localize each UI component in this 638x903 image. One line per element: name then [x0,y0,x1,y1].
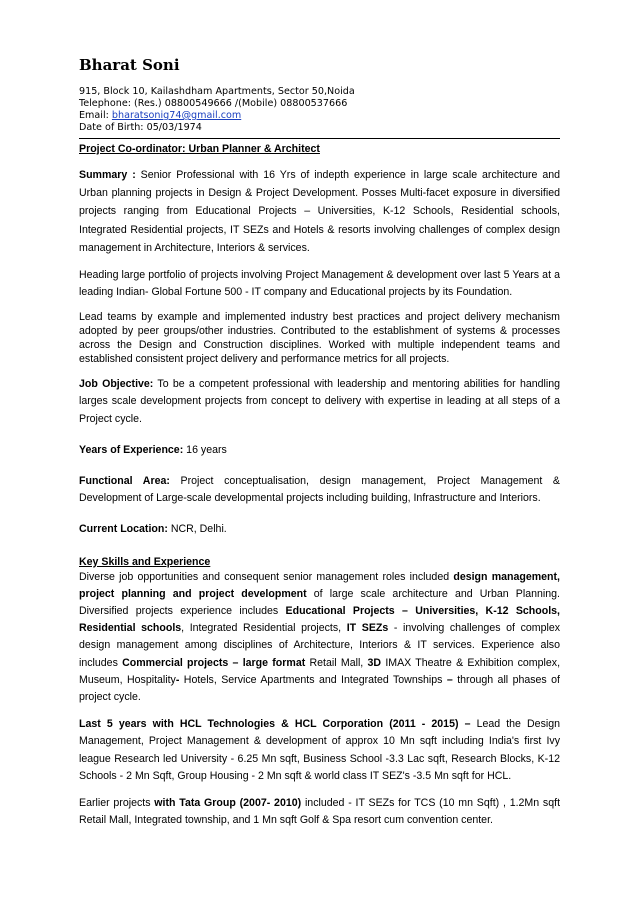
key-skills-text: Retail Mall, [305,656,368,669]
hcl-paragraph [79,716,560,785]
experience-text: 16 years [183,443,227,456]
address-line: 915, Block 10, Kailashdham Apartments, Sector 50,Noida [79,86,355,97]
functional-area-label: Functional Area: [79,475,170,488]
key-skills-text: - involving challenges of complex design management among disciplines of Architecture, Interiors & IT services. Experience also includes [79,622,561,669]
key-skills-text: Diverse job opportunities and consequent senior management roles included [79,570,454,583]
location-paragraph [79,521,560,538]
resume-content [79,56,560,840]
email-line [79,110,560,122]
key-skills-text: IMAX Theatre & Exhibition complex, Museum, Hospitality [79,656,561,686]
location-text: NCR, Delhi. [167,523,227,536]
key-skills-heading: Key Skills and Experience [79,555,211,568]
tata-bold: with Tata Group (2007- 2010) [154,797,302,810]
summary-label: Summary : [79,169,136,181]
summary-text: Senior Professional with 16 Yrs of indepth experience in large scale architecture and Urban planning projects in Design & Project Development. Posses Multi-facet exposure in diversified projects ranging from Educational Projects – Universities, K-12 Schools, Residential schools, Integrated Residential projects, IT SEZs and Hotels & resorts involving challenges of complex design management in Architecture, Interiors & services. [79,169,560,254]
telephone-line: Telephone: (Res.) 08800549666 /(Mobile) 08800537666 [79,98,348,109]
key-skills-bold: – [446,673,453,686]
portfolio-paragraph: Heading large portfolio of projects involving Project Management & development over last 5 Years at a leading Indian- Global Fortune 500 - IT company and Educational projects by its Foundation. [79,269,560,299]
key-skills-bold: IT SEZs [346,622,389,635]
key-skills-bold: Educational Projects – Universities, K-12 Schools, Residential schools [79,605,560,635]
experience-label: Years of Experience: [79,443,184,456]
lead-teams-paragraph: Lead teams by example and implemented industry best practices and project delivery mechanism adopted by peer groups/other industries. Contributed to the establishment of systems & processes across the Design and Construction disciplines. Worked with multiple independent teams and established consistent project delivery and performance metrics for all projects. [79,311,560,365]
key-skills-bold: - [175,673,180,686]
header-divider [79,138,560,139]
key-skills-bold: 3D [367,656,382,669]
location-label: Current Location: [79,523,168,536]
hcl-label: Last 5 years with HCL Technologies & HCL Corporation (2011 - 2015) – [79,718,471,731]
email-link[interactable]: bharatsonig74@gmail.com [111,110,242,121]
job-objective-label: Job Objective: [79,378,154,391]
experience-paragraph [79,442,560,459]
summary-paragraph [79,166,560,257]
key-skills-bold: Commercial projects – large format [122,656,306,669]
tata-paragraph [79,795,560,829]
job-objective-text: To be a competent professional with leadership and mentoring abilities for handling larges scale development projects from concept to delivery with expertise in leading at all steps of a Project cycle. [79,378,560,425]
key-skills-text: of large scale architecture and Urban Planning. Diversified projects experience includes [79,587,560,618]
resume-title: Project Co-ordinator: Urban Planner & Architect [79,143,320,155]
job-objective-paragraph [79,376,560,428]
hcl-text: Lead the Design Management, Project Management & development of approx 10 Mn sqft including India's first Ivy league Research led University - 6.25 Mn sqft, Business School -3.3 Lac sqft, Research Blocks, K-12 Schools - 2 Mn Sqft, Group Housing - 2 Mn sqft & world class IT SEZ's -3.5 Mn sqft for HCL. [79,718,560,782]
contact-block [79,86,560,134]
key-skills-paragraph [79,569,560,707]
functional-area-text: Project conceptualisation, design management, Project Management & Development of Large-scale developmental projects including building, Infrastructure and Interiors. [79,475,560,505]
candidate-name: Bharat Soni [79,56,180,74]
tata-text: Earlier projects [79,797,155,810]
key-skills-text: , Integrated Residential projects, [181,622,347,635]
tata-text: included - IT SEZs for TCS (10 mn Sqft) , 1.2Mn sqft Retail Mall, Integrated township, and 1 Mn sqft Golf & Spa resort cum convention center. [79,797,561,827]
key-skills-text: Hotels, Service Apartments and Integrated Townships [179,673,447,686]
email-label: Email: [79,110,112,121]
dob-line: Date of Birth: 05/03/1974 [79,122,202,133]
functional-area-paragraph [79,473,560,507]
key-skills-text: through all phases of project cycle. [79,673,560,704]
key-skills-bold: design management, project planning and project development [79,570,561,600]
